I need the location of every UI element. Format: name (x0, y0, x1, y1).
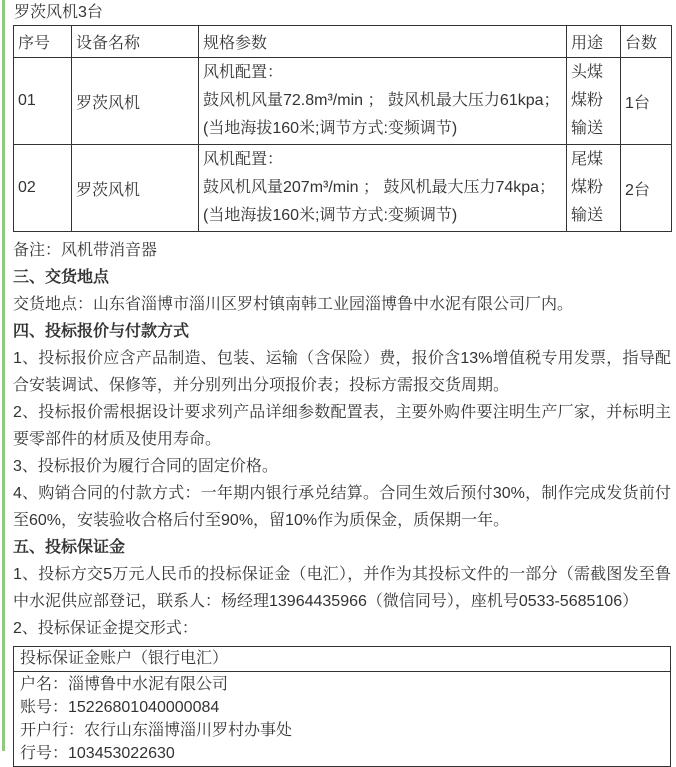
account-bank-code: 行号：103453022630 (20, 745, 175, 762)
spec-config-label: 风机配置： (203, 64, 284, 81)
account-number: 账号：15226801040000084 (20, 699, 220, 716)
column-header-usage: 用途 (567, 26, 621, 58)
cell-equipment-name: 罗茨风机 (72, 58, 199, 145)
section-heading-deposit: 五、投标保证金 (13, 539, 126, 556)
cell-quantity: 2台 (621, 145, 672, 232)
column-header-name: 设备名称 (72, 26, 199, 58)
section-heading-quotation: 四、投标报价与付款方式 (13, 323, 190, 340)
column-header-quantity: 台数 (621, 26, 672, 58)
table-row (14, 58, 672, 145)
account-details-cell (14, 672, 671, 767)
paragraph-quotation-2: 2、投标报价需根据设计要求列产品详细参数配置表，主要外购件要注明生产厂家，并标明主要零部件的材质及使用寿命。 (13, 404, 671, 448)
paragraph-deposit-2: 2、投标保证金提交形式： (13, 620, 198, 637)
spec-detail-text: 鼓风机风量207m³/min ； 鼓风机最大压力74kpa；(当地海拔160米;调节方式:变频调节) (203, 179, 556, 224)
cell-equipment-name: 罗茨风机 (72, 145, 199, 232)
paragraph-quotation-1: 1、投标报价应含产品制造、包装、运输（含保险）费，报价含13%增值税专用发票，指导配合安装调试、保修等，并分别列出分项报价表；投标方需报交货周期。 (13, 350, 671, 394)
paragraph-quotation-3: 3、投标报价为履行合同的固定价格。 (13, 458, 278, 475)
account-table-body-row (14, 672, 671, 767)
column-header-spec: 规格参数 (199, 26, 567, 58)
equipment-table (13, 25, 672, 232)
cell-index: 01 (14, 58, 72, 145)
equipment-table-header-row (14, 26, 672, 58)
section-heading-delivery: 三、交货地点 (13, 269, 110, 286)
table-row (14, 145, 672, 232)
cell-spec (199, 58, 567, 145)
cell-index: 02 (14, 145, 72, 232)
page-title: 罗茨风机3台 (14, 4, 103, 21)
cell-quantity: 1台 (621, 58, 672, 145)
paragraph-delivery-address: 交货地点：山东省淄博市淄川区罗村镇南韩工业园淄博鲁中水泥有限公司厂内。 (13, 296, 574, 313)
cell-usage: 头煤煤粉输送 (567, 58, 621, 145)
cell-usage: 尾煤煤粉输送 (567, 145, 621, 232)
column-header-index: 序号 (14, 26, 72, 58)
cell-spec (199, 145, 567, 232)
paragraph-deposit-1: 1、投标方交5万元人民币的投标保证金（电汇），并作为其投标文件的一部分（需截图发至鲁中水泥供应部登记，联系人：杨经理13964435966（微信同号），座机号0533-5685106） (13, 566, 671, 610)
account-holder-name: 户名：淄博鲁中水泥有限公司 (20, 676, 229, 693)
account-bank-branch: 开户行：农行山东淄博淄川罗村办事处 (20, 722, 293, 739)
paragraph-quotation-4: 4、购销合同的付款方式：一年期内银行承兑结算。合同生效后预付30%，制作完成发货前付至60%，安装验收合格后付至90%，留10%作为质保金，质保期一年。 (13, 485, 671, 529)
account-table-header-row (14, 647, 671, 672)
document-page (13, 0, 671, 767)
left-accent-bar (2, 0, 5, 751)
document-body (13, 264, 671, 642)
spec-config-label: 风机配置： (203, 151, 284, 168)
account-table-title: 投标保证金账户（银行电汇） (14, 647, 671, 672)
note-text: 备注：风机带消音器 (13, 242, 158, 259)
spec-detail-text: 鼓风机风量72.8m³/min ； 鼓风机最大压力61kpa；(当地海拔160米;调节方式:变频调节) (203, 92, 560, 137)
deposit-account-table (13, 646, 671, 767)
